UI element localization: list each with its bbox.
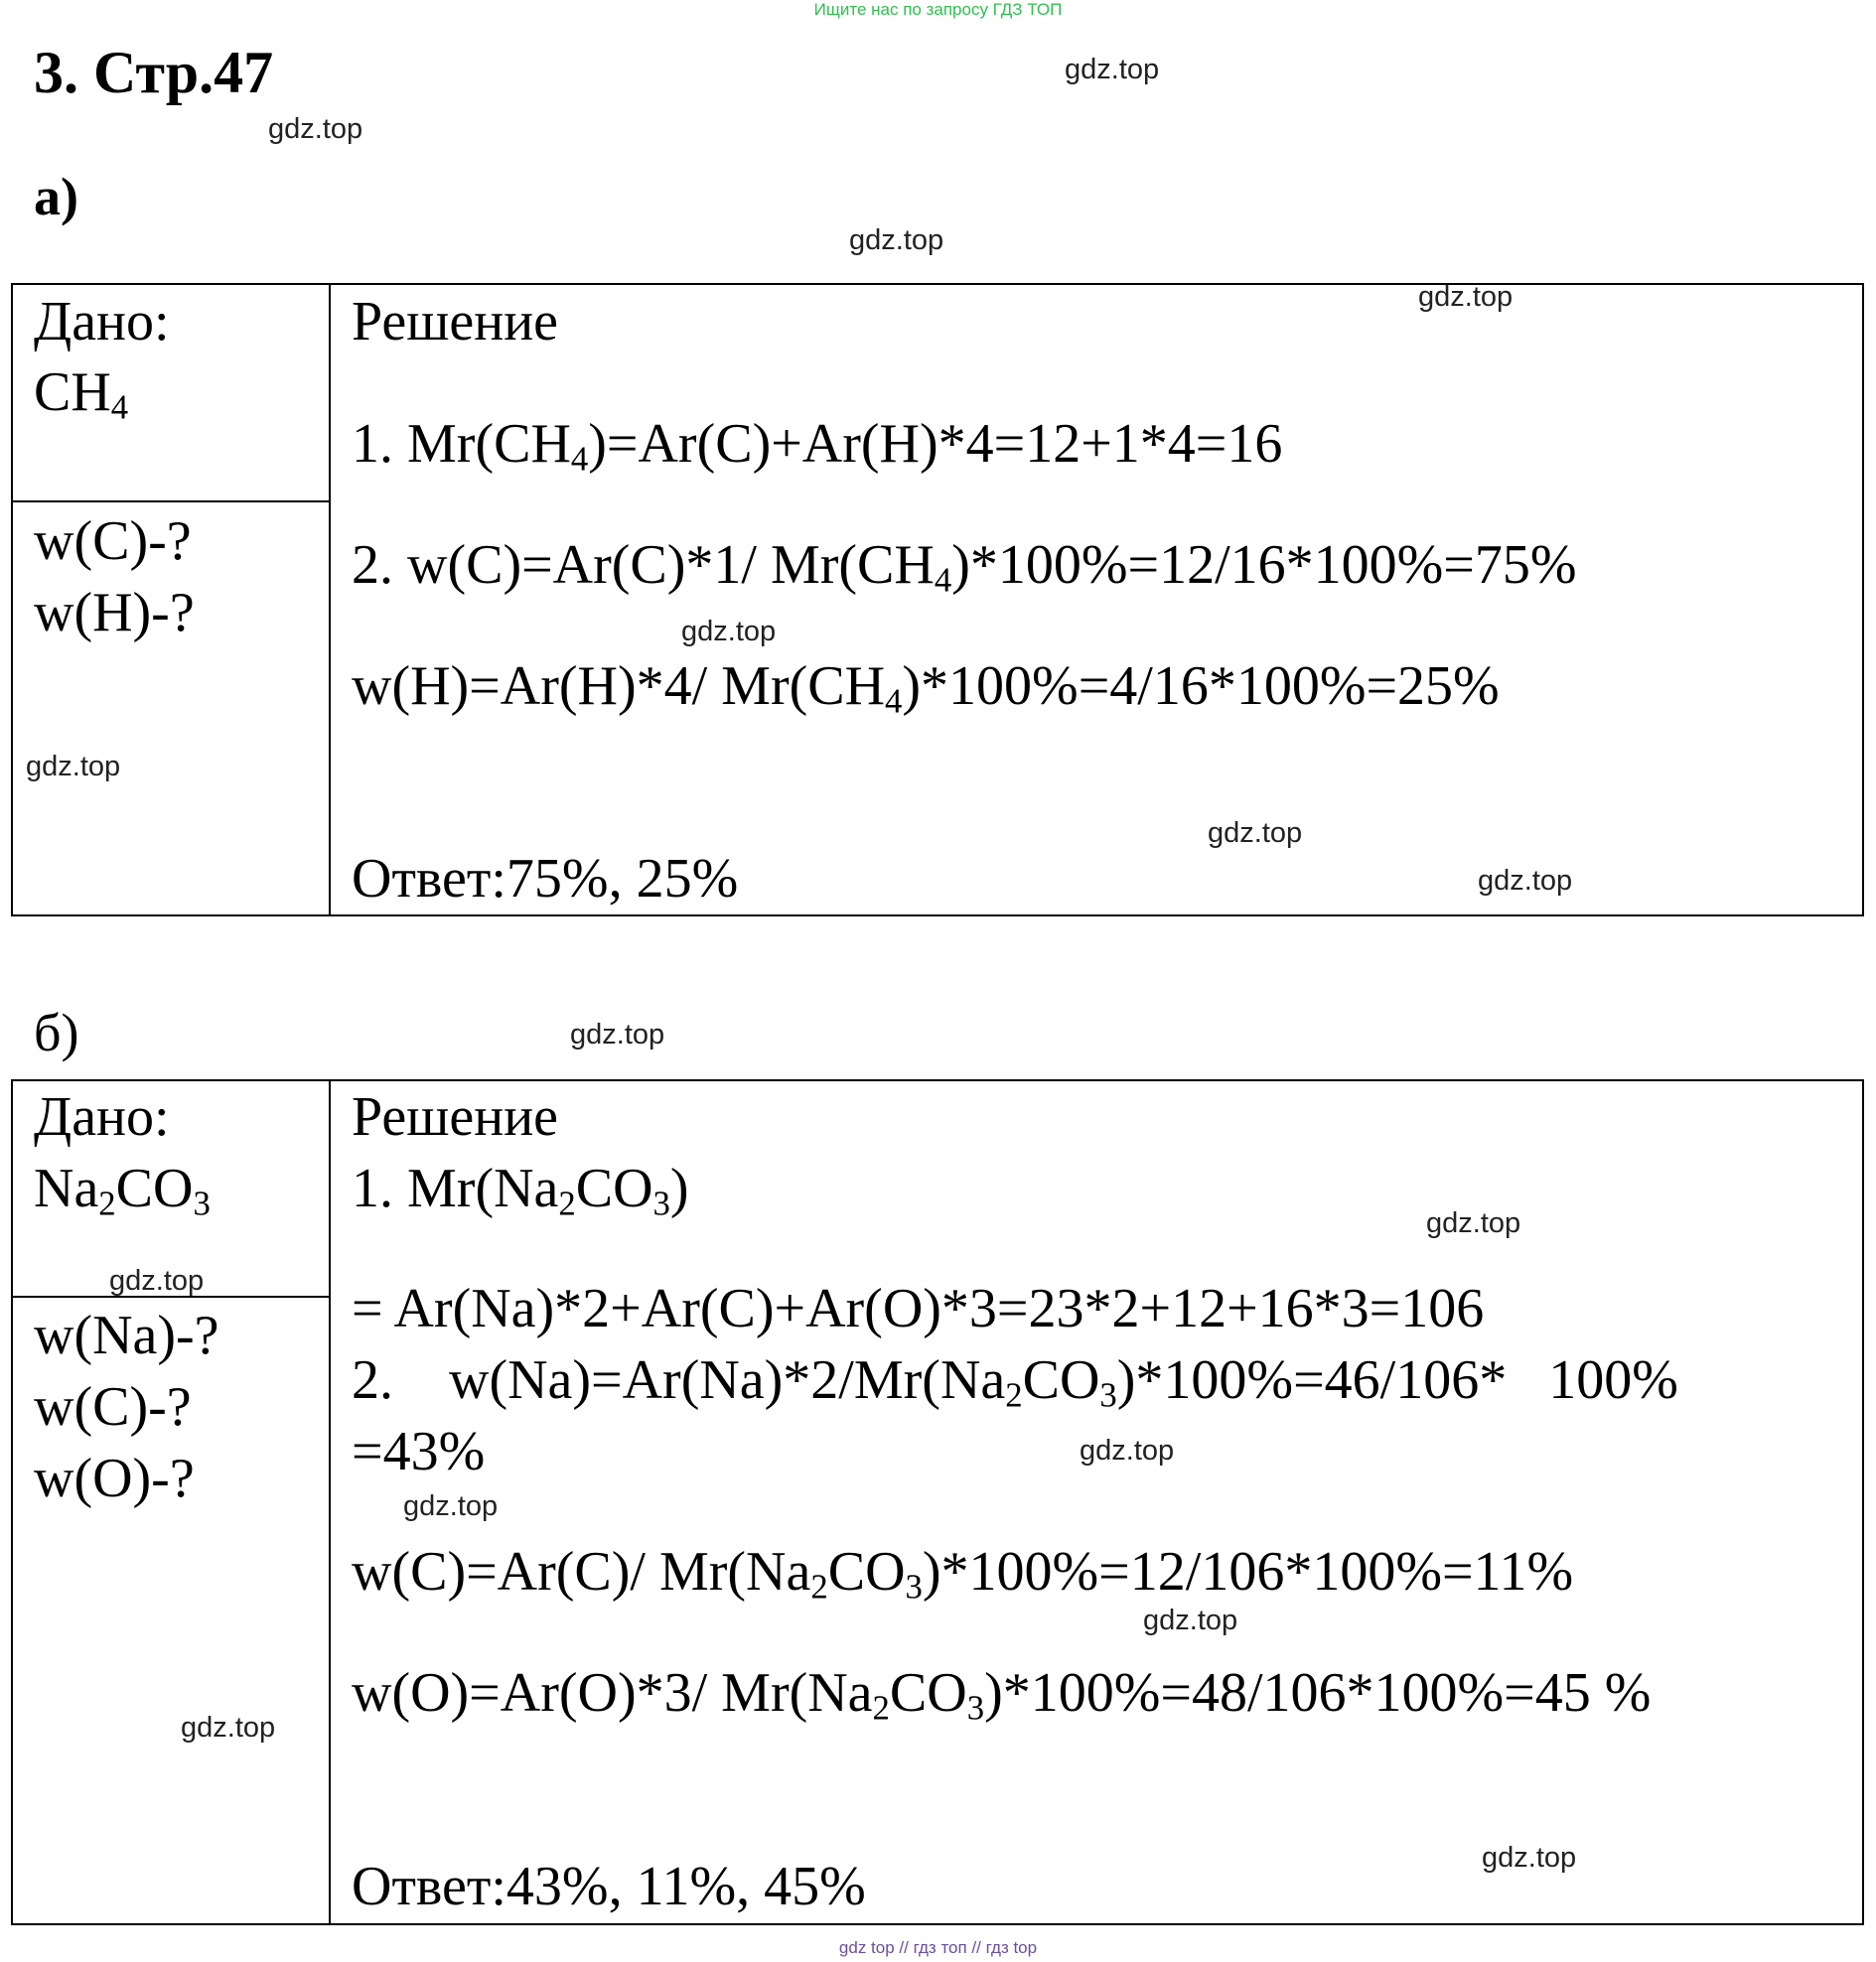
watermark: gdz.top bbox=[681, 616, 777, 647]
part-b-find-3: w(O)-? bbox=[34, 1448, 195, 1509]
part-b-line-5: w(O)=Ar(O)*3/ $Mr(Na_2CO_3)*100\%=48/106*100\%=45$ % bbox=[352, 1662, 1652, 1728]
part-a-given-formula: $CH_4$ bbox=[34, 361, 129, 427]
part-b-label: б) bbox=[34, 1003, 79, 1062]
part-b-solution-label: Решение bbox=[352, 1086, 559, 1148]
watermark: gdz.top bbox=[849, 224, 944, 256]
part-b-given-formula: $Na_2CO_3$ bbox=[34, 1158, 211, 1223]
part-b-table bbox=[11, 1079, 1864, 1925]
part-b-given-label: Дано: bbox=[34, 1086, 170, 1148]
watermark: gdz.top bbox=[1478, 865, 1573, 897]
part-b-line-3-continued: =43% bbox=[352, 1421, 486, 1482]
part-a-line-2: 2. w(C)=Ar(C)*1/ $Mr(CH_4)*100\%=12/16*100\%=75\%$ bbox=[352, 534, 1577, 600]
part-a-answer: Ответ:75%, 25% bbox=[352, 848, 739, 910]
part-b-find-2: w(C)-? bbox=[34, 1376, 192, 1438]
watermark: gdz.top bbox=[1143, 1605, 1238, 1636]
watermark: gdz.top bbox=[1426, 1207, 1521, 1239]
part-a-find-1: w(C)-? bbox=[34, 510, 192, 572]
footer: gdz top // гдз топ // гдз top bbox=[838, 1938, 1038, 1957]
watermark: gdz.top bbox=[403, 1490, 499, 1522]
part-a-line-1: 1. $Mr(CH_4)=Ar(C)+Ar(H)*4=12+1*4=16$ bbox=[352, 413, 1283, 479]
part-a-given-label: Дано: bbox=[34, 291, 170, 352]
part-a-label: а) bbox=[34, 167, 78, 226]
watermark: gdz.top bbox=[1065, 54, 1160, 85]
watermark: gdz.top bbox=[1208, 817, 1303, 849]
part-a-given-divider bbox=[11, 500, 331, 502]
watermark: gdz.top bbox=[109, 1265, 205, 1297]
part-a-line-3: w(H)=Ar(H)*4/ $Mr(CH_4)*100\%=4/16*100\%=25\%$ bbox=[352, 655, 1500, 721]
watermark: gdz.top bbox=[1080, 1435, 1175, 1467]
watermark: gdz.top bbox=[181, 1712, 276, 1744]
part-a-column-divider bbox=[329, 283, 331, 916]
watermark: gdz.top bbox=[1482, 1842, 1577, 1874]
part-b-column-divider bbox=[329, 1079, 331, 1925]
part-b-line-4: w(C)=Ar(C)/ $Mr(Na_2CO_3)*100\%=12/106*100\%=11\%$ bbox=[352, 1541, 1574, 1607]
watermark: gdz.top bbox=[268, 113, 363, 145]
part-b-find-1: w(Na)-? bbox=[34, 1305, 219, 1366]
watermark: gdz.top bbox=[1418, 281, 1514, 313]
part-b-line-3: 2. $w(Na)=Ar(Na)*2/Mr(Na_2CO_3)*100\%=46/106*$ 100% bbox=[352, 1349, 1678, 1415]
part-a-find-2: w(H)-? bbox=[34, 582, 195, 643]
part-a-solution-label: Решение bbox=[352, 291, 559, 352]
part-b-line-1: 1. $Mr(Na_2CO_3)$ bbox=[352, 1158, 689, 1223]
watermark: gdz.top bbox=[26, 751, 121, 782]
page-title: 3. Стр.47 bbox=[34, 40, 274, 105]
top-banner: Ищите нас по запросу ГДЗ ТОП bbox=[813, 0, 1063, 19]
part-a-table bbox=[11, 283, 1864, 916]
part-b-answer: Ответ:43%, 11%, 45% bbox=[352, 1856, 866, 1917]
part-b-line-2: = Ar(Na)*2+Ar(C)+Ar(O)*3=23*2+12+16*3=106 bbox=[352, 1278, 1485, 1339]
watermark: gdz.top bbox=[570, 1019, 665, 1051]
